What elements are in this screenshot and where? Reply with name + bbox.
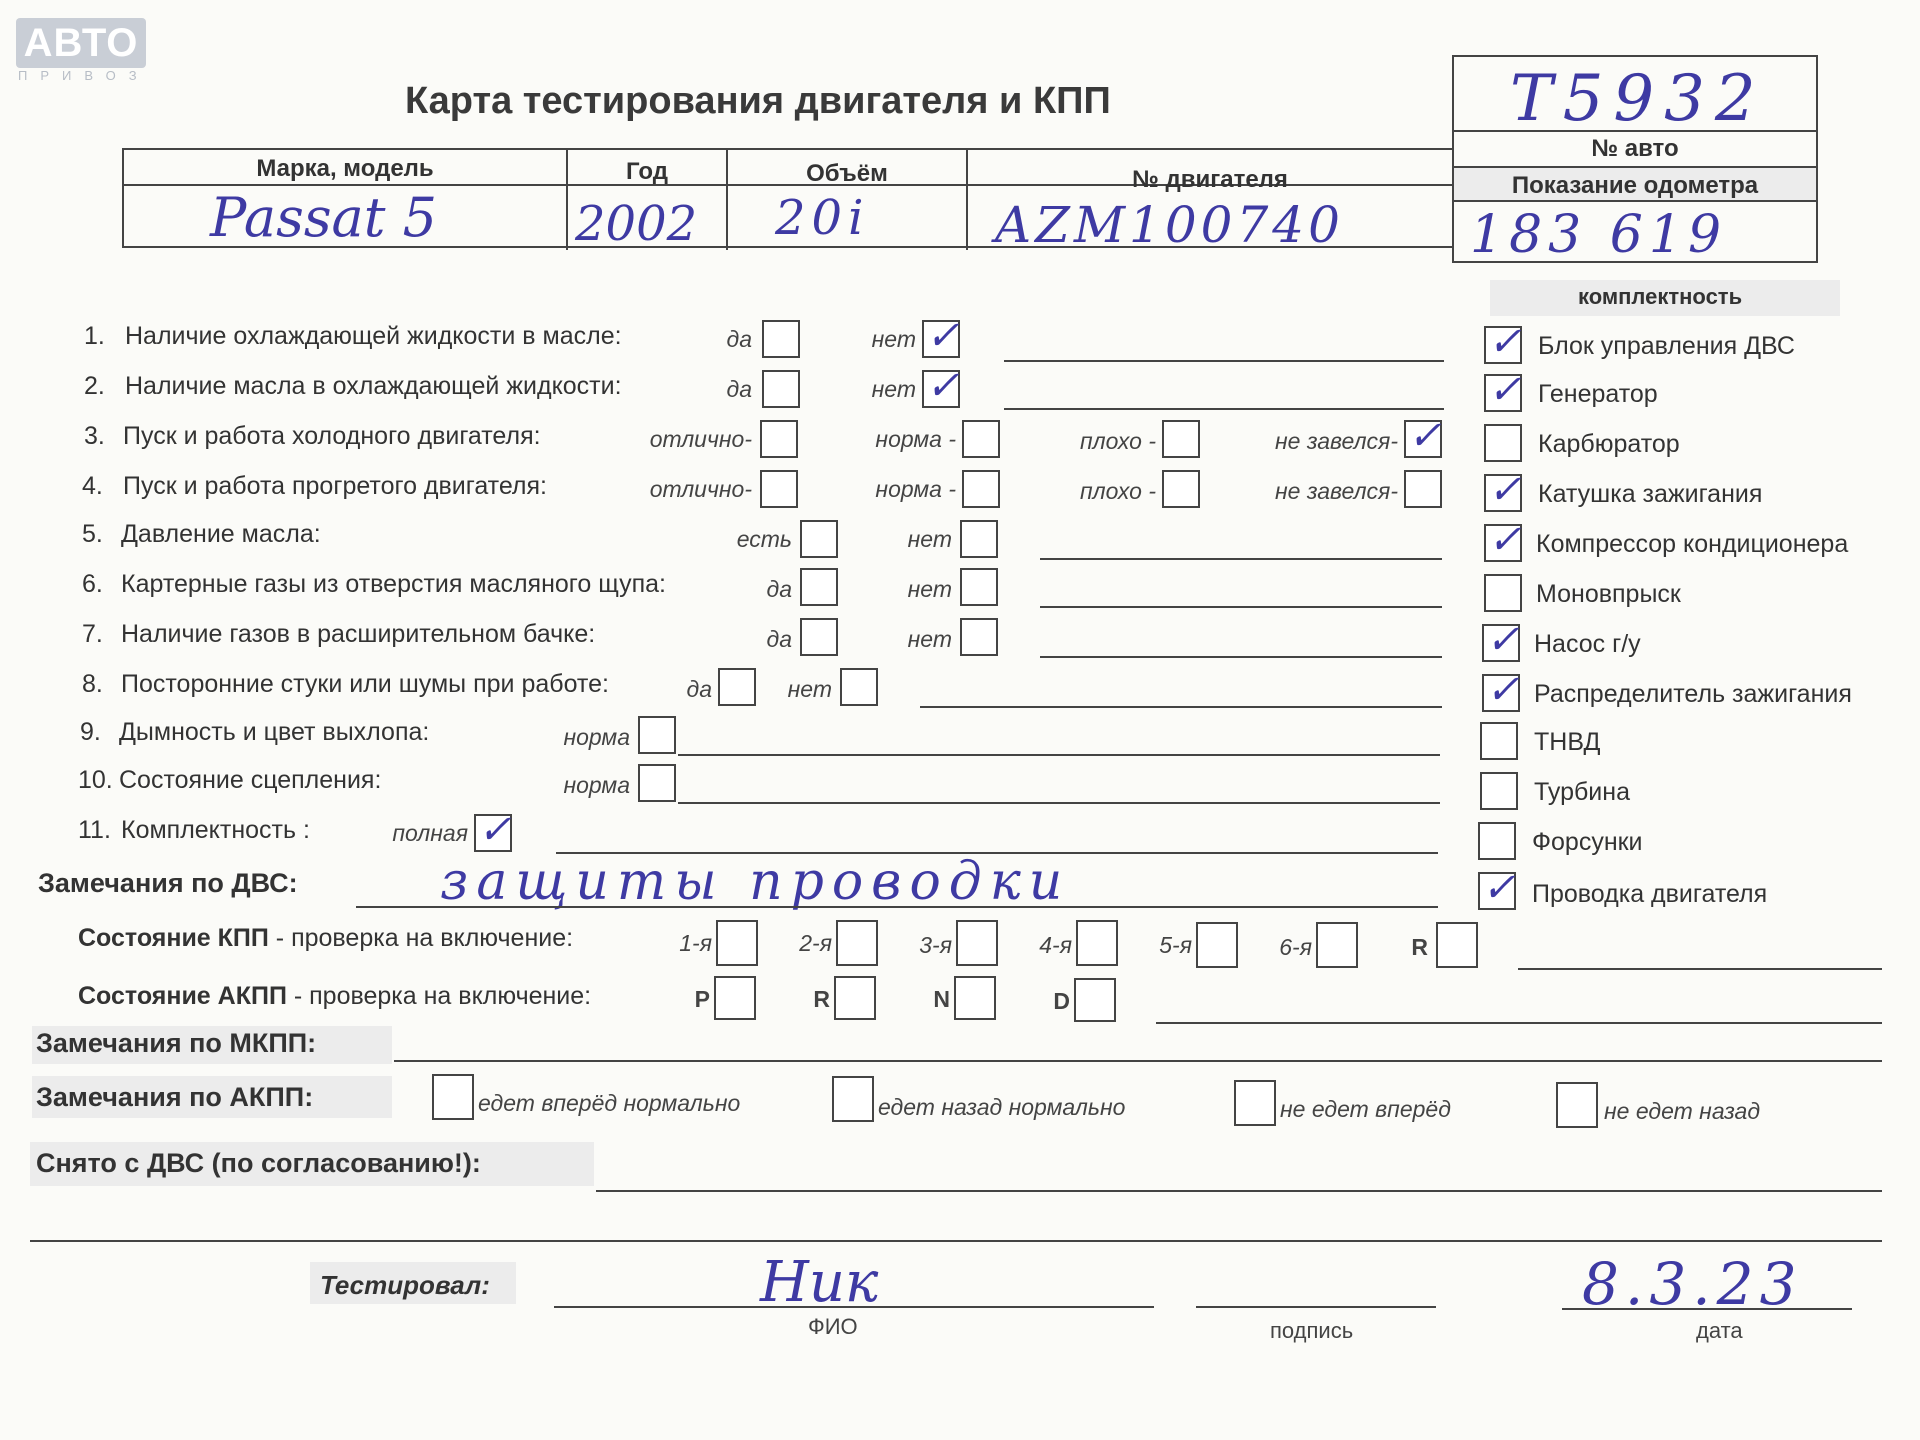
akpp-remark-option: едет назад нормально [878,1094,1126,1120]
page-title: Карта тестирования двигателя и КПП [405,80,1111,122]
checkbox[interactable] [836,920,878,966]
akpp-remark-option: не едет вперёд [1280,1096,1451,1122]
checkmark: ✓ [926,313,960,359]
auto-number-value: T5932 [1510,62,1766,136]
tested-by-label: Тестировал: [320,1270,490,1300]
col-engine-header: № двигателя [1132,166,1288,193]
check-label: Дымность и цвет выхлопа: [119,718,430,746]
remarks-akpp-label: Замечания по АКПП: [36,1082,314,1112]
checkbox[interactable] [960,618,998,656]
checkbox[interactable] [800,520,838,558]
checkbox[interactable] [1484,574,1522,612]
checkbox[interactable] [800,618,838,656]
checkbox[interactable] [1404,470,1442,508]
check-label: Картерные газы из отверстия масляного щупа: [121,570,666,598]
check-option: да [726,326,752,352]
checkbox[interactable] [1482,617,1520,663]
check-option: норма [563,724,630,750]
checkbox[interactable] [1076,920,1118,966]
checkbox[interactable] [832,1076,874,1122]
checkbox[interactable] [1074,978,1116,1022]
check-number: 2. [84,372,105,400]
check-option: нет [787,676,832,702]
checkbox[interactable] [1196,922,1238,968]
checkbox[interactable] [834,976,876,1020]
volume-value: 20i [775,190,870,246]
check-option: да [686,676,712,702]
check-label: Наличие газов в расширительном бачке: [121,620,596,648]
check-option: нет [907,626,952,652]
kit-item-label: Распределитель зажигания [1534,680,1852,708]
gear-label: 1-я [679,930,712,956]
checkbox[interactable] [1484,367,1522,413]
check-number: 7. [82,620,103,648]
checkbox[interactable] [1556,1082,1598,1128]
checkbox[interactable] [638,764,676,802]
check-option: есть [736,526,792,552]
kit-item-label: Компрессор кондиционера [1536,530,1849,558]
checkbox[interactable] [922,313,960,359]
odometer-value: 183 619 [1470,205,1728,265]
kit-item-label: Проводка двигателя [1532,880,1768,908]
checkbox[interactable] [1436,922,1478,968]
check-number: 10. [78,766,113,794]
gear-label: 3-я [919,932,952,958]
checkmark: ✓ [1486,667,1520,713]
akpp-remark-option: не едет назад [1604,1098,1761,1124]
checkbox[interactable] [1162,470,1200,508]
check-label: Давление масла: [121,520,321,548]
checkbox[interactable] [1484,467,1522,513]
checkmark: ✓ [1488,467,1522,513]
kit-item-label: Турбина [1534,778,1630,806]
check-option: плохо - [1080,428,1156,454]
check-option: нет [907,576,952,602]
checkbox[interactable] [954,976,996,1020]
checkmark: ✓ [926,363,960,409]
check-option: норма - [875,476,956,502]
checkbox[interactable] [474,807,512,853]
logo-subtitle: ПРИВОЗ [18,68,150,83]
name-caption: ФИО [808,1314,858,1339]
kit-item-label: Форсунки [1532,828,1643,856]
kpp-label-bold: Состояние КПП [78,924,269,952]
remarks-mkpp-label: Замечания по МКПП: [36,1028,317,1058]
col-model-header: Марка, модель [256,155,434,182]
checkbox[interactable] [1480,722,1518,760]
check-option: плохо - [1080,478,1156,504]
akpp-label [78,982,591,1011]
engine-number-value: AZM100740 [995,196,1344,254]
checkbox[interactable] [962,470,1000,508]
check-option: не завелся- [1274,428,1398,454]
gear-label: 4-я [1039,932,1072,958]
checkbox[interactable] [1162,420,1200,458]
check-label: Пуск и работа прогретого двигателя: [123,472,547,500]
avto-privoz-logo: АВТО [16,18,146,68]
col-year-header: Год [626,158,668,185]
check-number: 1. [84,322,105,350]
checkbox[interactable] [716,920,758,966]
date-caption: дата [1696,1318,1743,1343]
checkbox[interactable] [1482,667,1520,713]
gear-label: R [1411,934,1428,960]
checkbox[interactable] [1234,1080,1276,1126]
checkbox[interactable] [1484,319,1522,365]
check-number: 3. [84,422,105,450]
checkbox[interactable] [1478,822,1516,860]
removed-label: Снято с ДВС (по согласованию!): [36,1148,481,1178]
checkbox[interactable] [760,420,798,458]
akpp-remark-option: едет вперёд нормально [478,1090,741,1116]
kit-item-label: Насос г/у [1534,630,1641,658]
check-option: норма [563,772,630,798]
kit-item-label: ТНВД [1534,728,1601,756]
remarks-engine-value: защиты проводки [440,852,1071,912]
checkbox[interactable] [962,420,1000,458]
checkmark: ✓ [1486,617,1520,663]
tested-by-name: Ник [760,1250,879,1315]
akpp-position-label: D [1053,988,1070,1014]
checkbox[interactable] [840,668,878,706]
check-option: нет [871,376,916,402]
checkbox[interactable] [960,568,998,606]
checkbox[interactable] [714,976,756,1020]
checkbox[interactable] [922,363,960,409]
checkbox[interactable] [762,370,800,408]
check-option: норма - [875,426,956,452]
check-option: да [766,576,792,602]
check-number: 6. [82,570,103,598]
checkbox[interactable] [1484,424,1522,462]
checkbox[interactable] [800,568,838,606]
check-option: полная [392,820,468,846]
check-option: не завелся- [1274,478,1398,504]
checkbox[interactable] [1478,865,1516,911]
check-label: Наличие охлаждающей жидкости в масле: [125,322,622,350]
check-option: нет [907,526,952,552]
auto-number-label: № авто [1591,135,1679,162]
check-option: да [766,626,792,652]
kit-item-label: Генератор [1538,380,1658,408]
check-number: 8. [82,670,103,698]
remarks-engine-label: Замечания по ДВС: [38,868,298,898]
year-value: 2002 [575,196,698,252]
akpp-label-rest: - проверка на включение: [286,982,592,1010]
kit-item-label: Катушка зажигания [1538,480,1763,508]
check-option: отлично- [649,426,752,452]
checkbox[interactable] [1484,517,1522,563]
checkbox[interactable] [1404,413,1442,459]
kit-title: комплектность [1578,284,1743,309]
odometer-label: Показание одометра [1511,172,1759,199]
checkbox[interactable] [762,320,800,358]
check-option: нет [871,326,916,352]
kpp-label-rest: - проверка на включение: [268,924,574,952]
check-label: Состояние сцепления: [119,766,382,794]
gear-label: 6-я [1279,934,1312,960]
checkmark: ✓ [1408,413,1442,459]
checkmark: ✓ [1488,517,1522,563]
kit-item-label: Карбюратор [1538,430,1680,458]
checkmark: ✓ [478,807,512,853]
checkbox[interactable] [960,520,998,558]
gear-label: 5-я [1159,932,1192,958]
checkmark: ✓ [1488,319,1522,365]
checkbox[interactable] [956,920,998,966]
gear-label: 2-я [799,930,832,956]
checkbox[interactable] [760,470,798,508]
check-label: Посторонние стуки или шумы при работе: [121,670,609,698]
check-number: 11. [78,816,111,844]
akpp-position-label: R [813,986,830,1012]
checkbox[interactable] [638,716,676,754]
akpp-position-label: P [694,986,710,1012]
test-date: 8.3.23 [1582,1250,1803,1318]
model-value: Passat 5 [210,186,437,249]
checkmark: ✓ [1482,865,1516,911]
check-label: Наличие масла в охлаждающей жидкости: [125,372,622,400]
checkbox[interactable] [1316,922,1358,968]
check-number: 5. [82,520,103,548]
col-volume-header: Объём [806,160,888,187]
akpp-position-label: N [933,986,950,1012]
check-number: 4. [82,472,103,500]
checkbox[interactable] [718,668,756,706]
check-option: да [726,376,752,402]
kit-item-label: Моновпрыск [1536,580,1681,608]
kit-item-label: Блок управления ДВС [1538,332,1795,360]
check-number: 9. [80,718,101,746]
kpp-label [78,924,573,953]
signature-caption: подпись [1270,1318,1354,1343]
checkmark: ✓ [1488,367,1522,413]
akpp-label-bold: Состояние АКПП [78,982,287,1010]
checkbox[interactable] [1480,772,1518,810]
checkbox[interactable] [432,1074,474,1120]
check-option: отлично- [649,476,752,502]
check-label: Комплектность : [121,816,310,844]
check-label: Пуск и работа холодного двигателя: [123,422,541,450]
